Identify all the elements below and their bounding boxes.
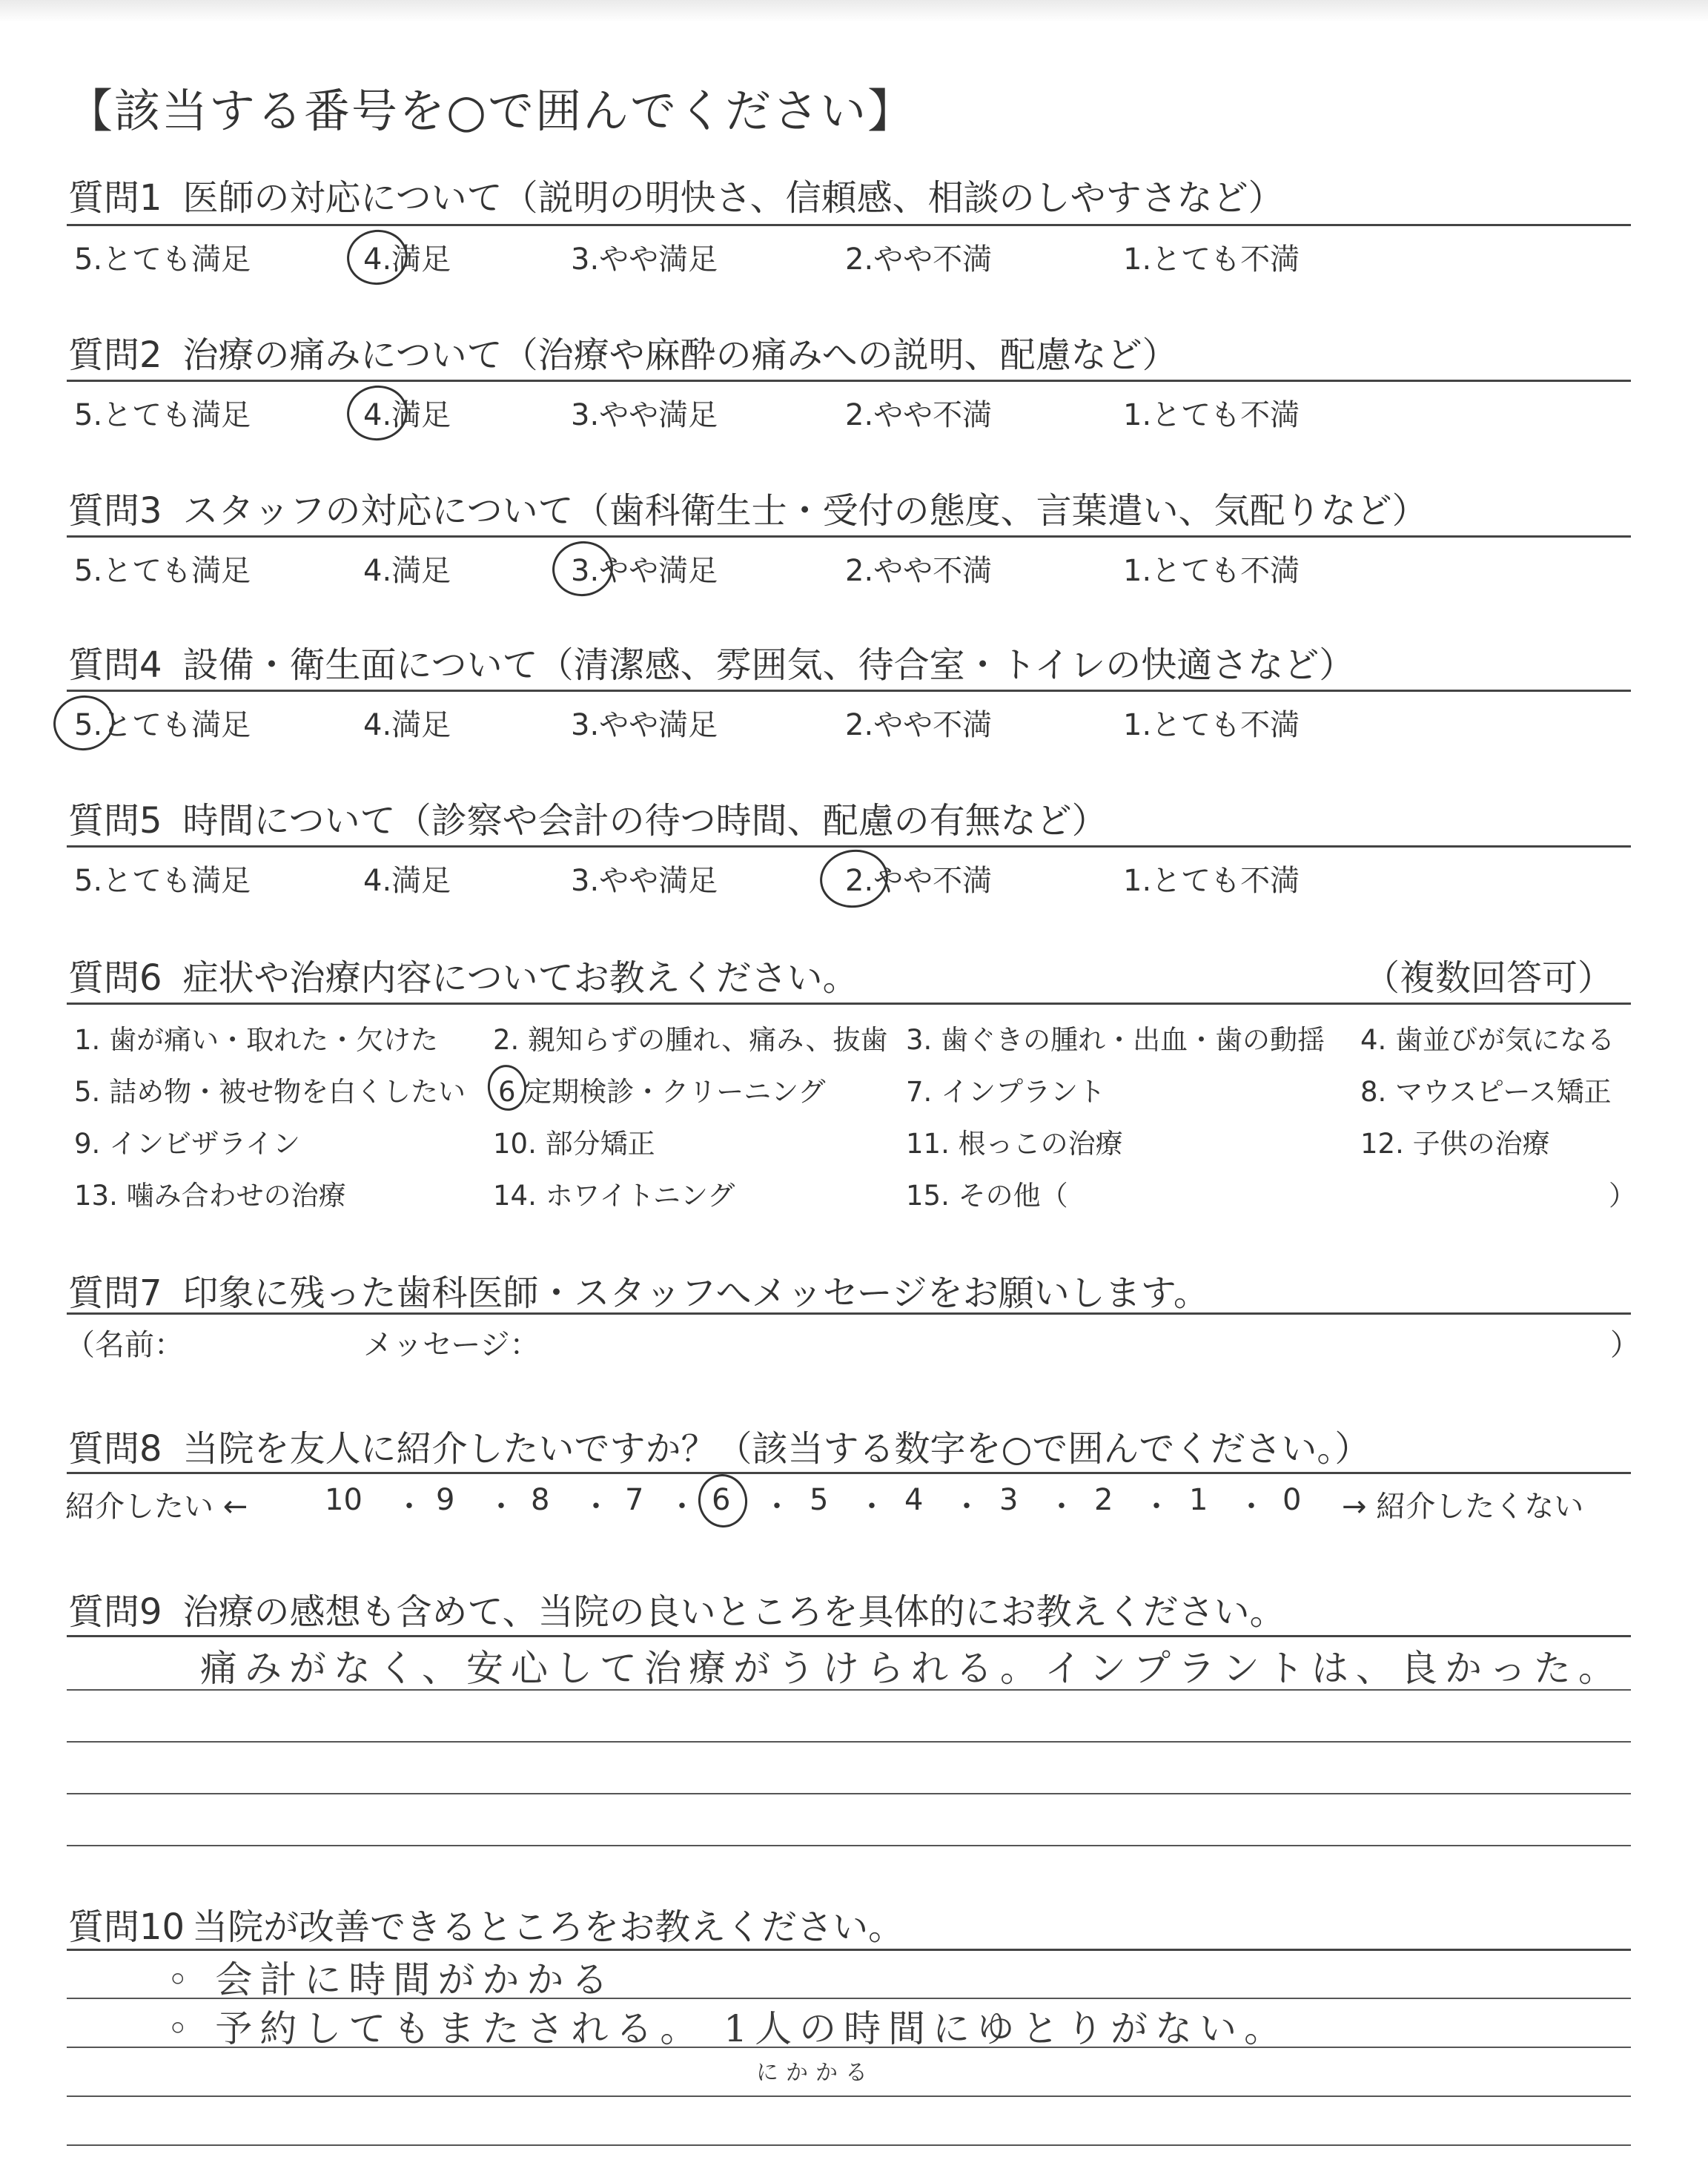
- q8-dot: ・: [1142, 1490, 1171, 1524]
- q2-option-3[interactable]: 3.やや満足: [571, 398, 718, 432]
- q8-dot: ・: [581, 1490, 611, 1524]
- q8-title: [68, 1420, 1370, 1471]
- q3-option-3[interactable]: 3.やや満足: [571, 554, 718, 588]
- scan-edge: [0, 0, 1708, 22]
- q7-message-label[interactable]: メッセージ：: [363, 1328, 540, 1362]
- q10-number: 質問10: [68, 1906, 185, 1948]
- q4-option-5[interactable]: 5.とても満足: [74, 708, 251, 742]
- q8-dot: ・: [1237, 1490, 1266, 1524]
- q4-option-1[interactable]: 1.とても不満: [1123, 708, 1300, 742]
- q3-option-1[interactable]: 1.とても不満: [1123, 554, 1300, 588]
- q10-handwritten-answer-1: ◦ 会計に時間がかかる: [167, 1958, 616, 2001]
- q5-option-4[interactable]: 4.満足: [363, 864, 451, 898]
- q9-answer-line: [67, 1793, 1631, 1794]
- q3-option-5[interactable]: 5.とても満足: [74, 554, 251, 588]
- q9-title: [68, 1583, 1285, 1634]
- q9-number: 質問9: [68, 1591, 162, 1633]
- q5-number: 質問5: [68, 800, 162, 842]
- q6-item-15[interactable]: 15. その他（: [906, 1180, 1068, 1212]
- q9-rule: [67, 1635, 1631, 1637]
- q1-rule: [67, 224, 1631, 226]
- q9-answer-line: [67, 1845, 1631, 1846]
- q7-text: 印象に残った歯科医師・スタッフへメッセージをお願いします。: [182, 1272, 1209, 1314]
- q8-scale-8[interactable]: 8: [531, 1483, 550, 1517]
- q5-text: 時間について（診察や会計の待つ時間、配慮の有無など）: [182, 800, 1108, 842]
- q6-number: 質問6: [68, 957, 162, 999]
- q6-item-7[interactable]: 7. インプラント: [906, 1076, 1106, 1108]
- q8-dot: ・: [1047, 1490, 1076, 1524]
- q1-text: 医師の対応について（説明の明快さ、信頼感、相談のしやすさなど）: [182, 177, 1284, 219]
- q1-number: 質問1: [68, 177, 162, 219]
- q6-item-8[interactable]: 8. マウスピース矯正: [1360, 1076, 1612, 1108]
- q1-option-1[interactable]: 1.とても不満: [1123, 242, 1300, 277]
- q8-dot: ・: [952, 1490, 982, 1524]
- q8-dot: ・: [667, 1490, 697, 1524]
- q5-option-3[interactable]: 3.やや満足: [571, 864, 718, 898]
- q9-text: 治療の感想も含めて、当院の良いところを具体的にお教えください。: [182, 1591, 1285, 1633]
- q4-option-4[interactable]: 4.満足: [363, 708, 451, 742]
- q8-scale-4[interactable]: 4: [904, 1483, 924, 1517]
- q8-scale-10[interactable]: 10: [325, 1483, 363, 1517]
- q8-scale-3[interactable]: 3: [999, 1483, 1019, 1517]
- q6-item-15-close: ）: [1609, 1180, 1636, 1212]
- q1-option-4[interactable]: 4.満足: [363, 242, 451, 277]
- q6-item-1[interactable]: 1. 歯が痛い・取れた・欠けた: [74, 1024, 439, 1056]
- q2-option-2[interactable]: 2.やや不満: [845, 398, 993, 432]
- q6-text: 症状や治療内容についてお教えください。: [182, 957, 858, 999]
- q8-scale-5[interactable]: 5: [810, 1483, 829, 1517]
- q6-item-6[interactable]: 6 定期検診・クリーニング: [498, 1076, 826, 1108]
- q5-option-5[interactable]: 5.とても満足: [74, 864, 251, 898]
- q5-option-2[interactable]: 2.やや不満: [845, 864, 993, 898]
- q10-answer-line: [67, 2047, 1631, 2048]
- q4-option-3[interactable]: 3.やや満足: [571, 708, 718, 742]
- q8-scale-2[interactable]: 2: [1094, 1483, 1113, 1517]
- q1-option-5[interactable]: 5.とても満足: [74, 242, 251, 277]
- q6-item-14[interactable]: 14. ホワイトニング: [493, 1180, 735, 1212]
- q7-title: [68, 1264, 1209, 1315]
- q4-title: [68, 636, 1354, 687]
- q2-option-5[interactable]: 5.とても満足: [74, 398, 251, 432]
- q7-number: 質問7: [68, 1272, 162, 1314]
- q8-rule: [67, 1472, 1631, 1474]
- q3-title: [68, 482, 1428, 533]
- q3-number: 質問3: [68, 490, 162, 532]
- q10-text: 当院が改善できるところをお教えください。: [192, 1906, 904, 1948]
- q6-item-11[interactable]: 11. 根っこの治療: [906, 1128, 1123, 1160]
- q10-handwritten-insert: にかかる: [756, 2060, 875, 2086]
- q4-text: 設備・衛生面について（清潔感、雰囲気、待合室・トイレの快適さなど）: [182, 644, 1355, 686]
- q8-dot: ・: [394, 1490, 424, 1524]
- q8-dot: ・: [857, 1490, 887, 1524]
- q2-text: 治療の痛みについて（治療や麻酔の痛みへの説明、配慮など）: [182, 334, 1178, 376]
- q2-title: [68, 326, 1178, 377]
- q10-handwritten-answer-2: ◦ 予約してもまたされる。 1人の時間にゆとりがない。: [167, 2007, 1289, 2050]
- q5-title: [68, 792, 1108, 843]
- q10-title: [68, 1898, 904, 1949]
- q8-dot: ・: [486, 1490, 516, 1524]
- q4-rule: [67, 690, 1631, 692]
- q8-right-label: → 紹介したくない: [1342, 1490, 1584, 1524]
- q7-rule: [67, 1312, 1631, 1315]
- q8-scale-1[interactable]: 1: [1189, 1483, 1208, 1517]
- q8-dot: ・: [762, 1490, 792, 1524]
- q6-item-10[interactable]: 10. 部分矯正: [493, 1128, 655, 1160]
- page-title: 【該当する番号を○で囲んでください】: [67, 84, 916, 138]
- q8-number: 質問8: [68, 1428, 162, 1470]
- q8-scale-7[interactable]: 7: [625, 1483, 644, 1517]
- q3-text: スタッフの対応について（歯科衛生士・受付の態度、言葉遣い、気配りなど）: [182, 490, 1428, 532]
- q8-left-label: 紹介したい ←: [65, 1490, 248, 1524]
- q4-option-2[interactable]: 2.やや不満: [845, 708, 993, 742]
- q6-rule: [67, 1003, 1631, 1005]
- q6-item-3[interactable]: 3. 歯ぐきの腫れ・出血・歯の動揺: [906, 1024, 1325, 1056]
- q7-close-paren: ）: [1610, 1328, 1640, 1362]
- q1-option-3[interactable]: 3.やや満足: [571, 242, 718, 277]
- q6-note: （複数回答可）: [1364, 957, 1614, 999]
- q10-answer-line: [67, 2144, 1631, 2146]
- q5-rule: [67, 845, 1631, 848]
- q6-item-5[interactable]: 5. 詰め物・被せ物を白くしたい: [74, 1076, 466, 1108]
- q6-item-4[interactable]: 4. 歯並びが気になる: [1360, 1024, 1615, 1056]
- q8-selection-circle: [695, 1471, 750, 1530]
- q3-option-2[interactable]: 2.やや不満: [845, 554, 993, 588]
- q3-rule: [67, 535, 1631, 538]
- q6-item-13[interactable]: 13. 噛み合わせの治療: [74, 1180, 346, 1212]
- q7-name-label: （名前：: [65, 1328, 184, 1362]
- q1-option-2[interactable]: 2.やや不満: [845, 242, 993, 277]
- q5-selection-circle: [816, 845, 892, 912]
- q9-answer-line: [67, 1741, 1631, 1743]
- q8-scale-9[interactable]: 9: [436, 1483, 455, 1517]
- q9-answer-line: [67, 1689, 1631, 1691]
- q6-title: [68, 949, 858, 1000]
- q1-title: [68, 169, 1284, 220]
- q10-answer-line: [67, 2095, 1631, 2097]
- q2-rule: [67, 380, 1631, 382]
- q8-text: 当院を友人に紹介したいですか？（該当する数字を○で囲んでください。）: [182, 1428, 1371, 1470]
- q8-scale-6[interactable]: 6: [712, 1483, 731, 1517]
- q9-handwritten-answer: 痛みがなく、安心して治療がうけられる。インプラントは、良かった。: [200, 1647, 1623, 1690]
- q4-number: 質問4: [68, 644, 162, 686]
- q6-item-12[interactable]: 12. 子供の治療: [1360, 1128, 1550, 1160]
- q2-number: 質問2: [68, 334, 162, 376]
- q6-item-2[interactable]: 2. 親知らずの腫れ、痛み、抜歯: [493, 1024, 888, 1056]
- q6-item-9[interactable]: 9. インビザライン: [74, 1128, 300, 1160]
- q2-option-4[interactable]: 4.満足: [363, 398, 451, 432]
- q8-scale-0[interactable]: 0: [1282, 1483, 1302, 1517]
- q5-option-1[interactable]: 1.とても不満: [1123, 864, 1300, 898]
- q3-option-4[interactable]: 4.満足: [363, 554, 451, 588]
- q2-option-1[interactable]: 1.とても不満: [1123, 398, 1300, 432]
